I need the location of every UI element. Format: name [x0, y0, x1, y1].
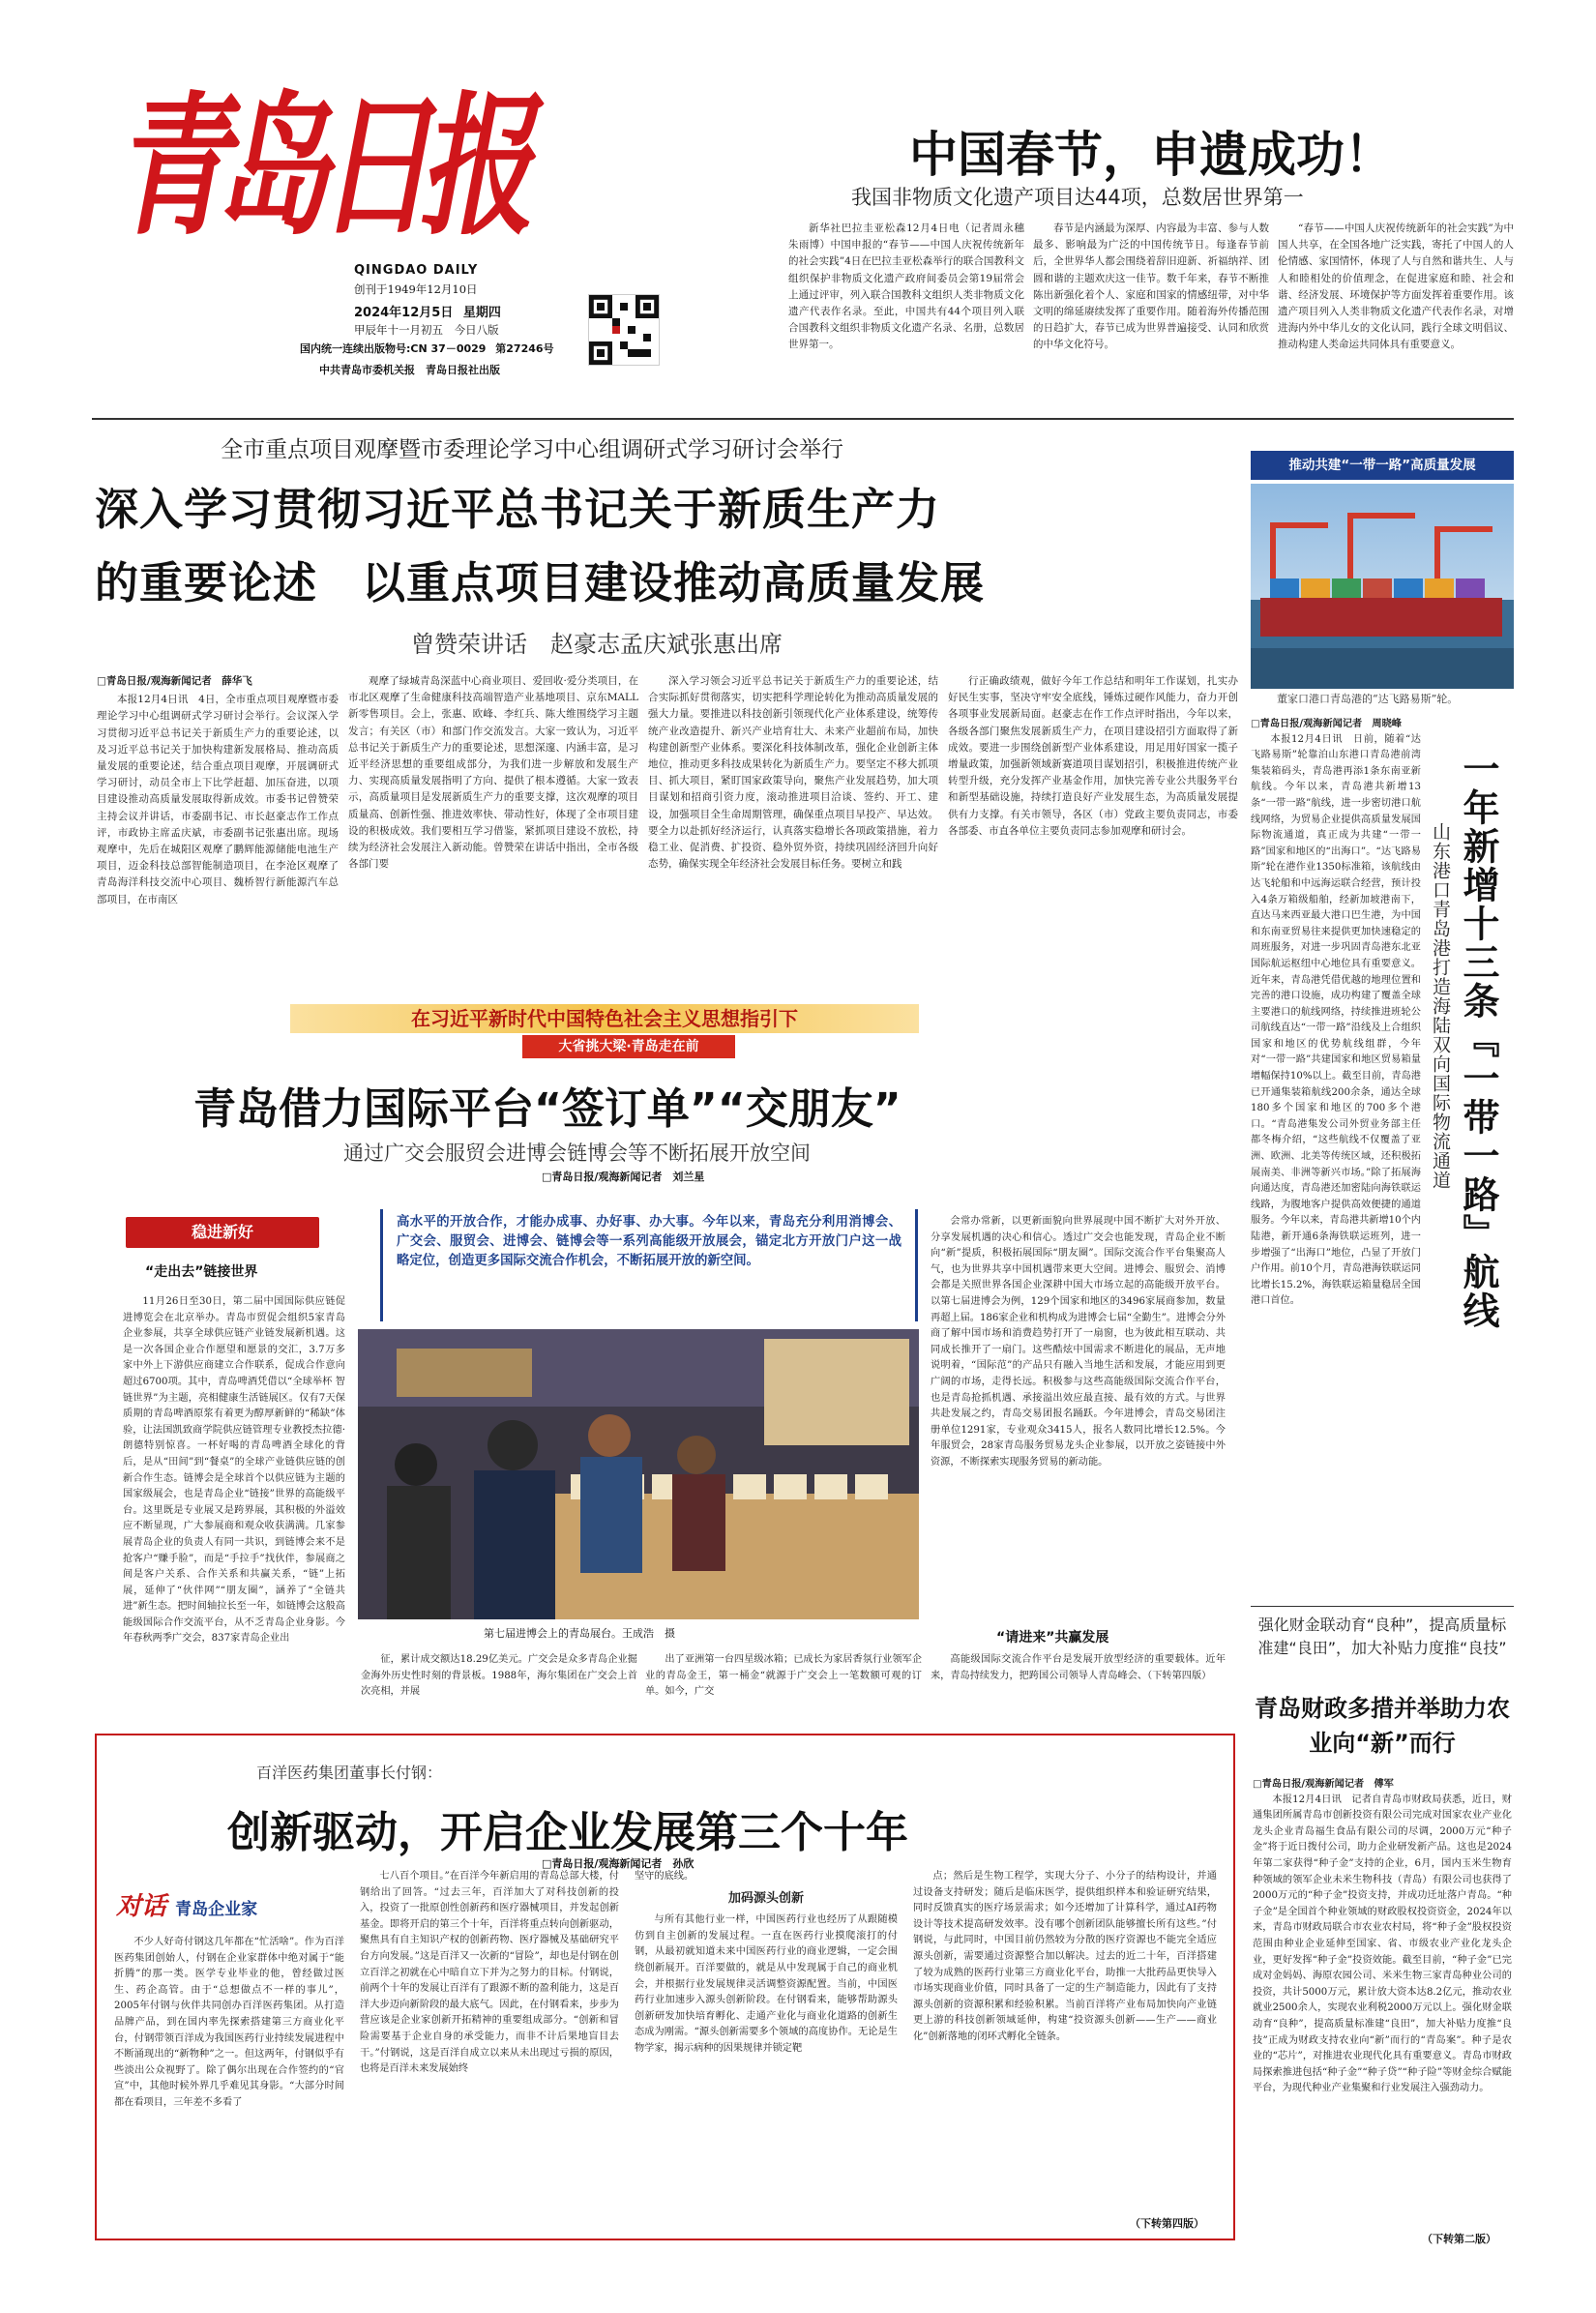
- finance-byline: □青岛日报/观海新闻记者 傅军: [1253, 1778, 1394, 1790]
- interview-col-2: [360, 1869, 619, 2229]
- interview-col-1: [114, 1935, 344, 2225]
- ideology-banner: [290, 1004, 919, 1033]
- finance-title[interactable]: 青岛财政多措并举助力农业向“新”而行: [1255, 1695, 1510, 1757]
- interview-col-2-text: 七八百个项目。”在百洋今年新启用的青岛总部大楼，付钢给出了回答。“过去三年，百洋加大了对科技创新的投入，投资了一批原创性创新药和医疗器械项目，并发起创新基金。即将开启的第三个十年，百洋将重点转向创新驱动，聚焦具有自主知识产权的创新药物、医疗器械及基础研究平台方向发展。”这是百洋又一次新的“冒险”，却也是付钢在创立百洋之初就在心中暗自立下并为之努力的目标。付钢说，前两个十年的发展让百洋有了跟源不断的盈利能力，这是百洋大步迈向新阶段的最大底气。因此，在付钢看来，步步为营应该是企业家创新开拓精神的重要组成部分。“创新和冒险需要基于企业自身的承受能力，而非不计后果地盲目去干。”付钢说，这是百洋自成立以来从未出现过亏损的原因，也将是百洋未来发展始终: [360, 1871, 619, 2075]
- dialogue-logo: [116, 1886, 329, 1925]
- guide-byline: □青岛日报/观海新闻记者 刘兰星: [542, 1171, 705, 1183]
- issue-date-line: [354, 302, 501, 320]
- top-story-col-3: [648, 673, 938, 968]
- top-story-col-2: [348, 673, 638, 968]
- issn-line: [300, 341, 554, 358]
- finance-intro: 强化财金联动育“良种”，提高质量标准建“良田”，加大补贴力度推“良技”: [1257, 1616, 1507, 1657]
- dialogue-logo-b: 青岛企业家: [175, 1900, 258, 1919]
- guide-bottom-col-1: [361, 1652, 637, 1716]
- steady-progress-tag: 稳进新好: [126, 1217, 319, 1248]
- guide-bottom-col-3: [931, 1652, 1226, 1716]
- lead-col-1: [788, 221, 1035, 383]
- top-story-col-1-text: 本报12月4日讯 4日，全市重点项目观摩暨市委理论学习中心组调研式学习研讨会举行。会议深入学习贯彻习近平总书记关于新质生产力的重要论述，以及习近平总书记关于加快构建新发展格局、推动高质量发展的重要论述，结合重点项目观摩，开展调研式学习研讨，动员全市上下比学赶超、加压奋进，以项目建设推动高质量发展取得新成效。市委书记曾赞荣主持会议并讲话，市委副书记、市长赵豪志作工作点评，市政协主席孟庆斌，市委副书记张惠出席。现场观摩中，先后在城阳区观摩了鹏辉能源储能电池生产项目，迈金科技总部智能制造项目，在李沧区观摩了青岛海洋科技交流中心项目、魏桥智行新能源汽车总部项目，在市南区: [97, 694, 339, 905]
- series-tag: 大省挑大梁·青岛走在前: [522, 1035, 735, 1058]
- english-name: QINGDAO DAILY: [354, 263, 479, 278]
- guide-callout-text: 高水平的开放合作，才能办成事、办好事、办大事。今年以来，青岛充分利用消博会、广交会、服贸会、进博会、链博会等一系列高能级开放展会，锚定北方开放门户这一战略定位，创造更多国际交流合作机会，不断拓展开放的新空间。: [397, 1215, 901, 1268]
- finance-body-text: 本报12月4日讯 记者自青岛市财政局获悉，近日，财通集团所属青岛市创新投资有限公司完成对国家农业产业化龙头企业青岛福生食品有限公司的尽调，2000万元“种子金”将于近日拨付公司，助力企业研发新产品。这也是2024年第二家获得“种子金”支持的企业，6月，国内玉米生物育种领域的领军企业未米生物科技（青岛）有限公司也获得了2000万元的“种子金”投资支持，并成功迁址落户青岛。“种子金”是全国首个种业领域的财政股权投资资金，2024年以来，青岛市财政局联合市农业农村局，将“种子金”股权投资范围由种业企业延伸至国家、省、市级农业产业化龙头企业，更好发挥“种子金”投资效能。截至目前，“种子金”已完成对金妈妈、海原农园公司、米米生物三家青岛种业公司的投资，共计5000万元，累计放大资本达8.2亿元，推动农业就业2500余人，实现农业利税2000万元以上。强化财金联动育“良种”，提高质量标准建“良田”，加大补贴力度推“良技”正成为财政支持农业向“新”而行的“青岛案”。种子是农业的“芯片”，对推进农业现代化具有重要意义。青岛市财政局探索推进包括“种子金”“种子贷”“种子险”等财金综合赋能平台，为现代种业产业集聚和行业发展注入强劲动力。: [1253, 1794, 1512, 2094]
- interview-title[interactable]: 创新驱动，开启企业发展第三个十年: [227, 1808, 908, 1857]
- lead-col-1-text: 新华社巴拉圭亚松森12月4日电（记者周永穗 朱雨博）中国申报的“春节——中国人庆祝传统新年的社会实践”4日在巴拉圭亚松森举行的联合国教科文组织保护非物质文化遗产政府间委员会第19届常会上通过评审，列入联合国教科文组织人类非物质文化遗产代表作名录。至此，中国共有44个项目列入联合国教科文组织非物质文化遗产名录、名册，总数居世界第一。: [788, 222, 1035, 351]
- page-count: 今日八版: [454, 323, 499, 337]
- interview-col-3b-text: 与所有其他行业一样，中国医药行业也经历了从跟随模仿到自主创新的发展过程。一直在医药行业摸爬滚打的付钢，从最初就知道未来中国医药行业的商业逻辑，一定会围绕创新展开。百洋要做的，就是从中发现属于自己的商业机会，并根据行业发展规律灵活调整资源配置。当前，中国医药行业加速步入源头创新阶段。在付钢看来，能够帮助源头创新研发加快培育孵化、走通产业化与商业化道路的创新生态成为刚需。“源头创新需要多个领域的高度协作。无论是生物学家，揭示病种的因果规律并锁定靶: [635, 1914, 898, 2054]
- issue-number: 第27246号: [495, 342, 554, 355]
- finance-divider: [1251, 1606, 1514, 1607]
- top-story-title-line1[interactable]: 深入学习贯彻习近平总书记关于新质生产力: [95, 484, 941, 535]
- lead-col-3: [1278, 221, 1514, 383]
- guide-right-col: [931, 1214, 1226, 1616]
- interview-col-4-text: 点；然后是生物工程学，实现大分子、小分子的结构设计，并通过设备支持研发；随后是临床医学，提供组织样本和验证研究结果，同时反馈真实的医疗场景需求；如今还增加了计算科学，通过AI药物设计等技术提高研发效率。没有哪个创新团队能够擅长所有这些。”付钢说，与此同时，中国目前仍然较为分散的医疗资源也不能完全适应源头创新，需要通过资源整合加以解决。过去的近二十年，百洋搭建了较为成熟的医药行业第三方商业化平台，助推一大批药品更快导入市场实现商业价值，同时具备了一定的生产制造能力，因此有了支持源头创新的资源积累和经验积累。当前百洋将产业布局加快向产业链更上游的科技创新领域延伸，构建“投资源头创新——生产——商业化”创新落地的闭环式孵化全链条。: [913, 1871, 1217, 2042]
- top-story-kicker: 全市重点项目观摩暨市委理论学习中心组调研式学习研讨会举行: [221, 437, 843, 462]
- qingdao-daily-calligraphy-logo: [114, 60, 545, 256]
- guide-subhead-going-out: “走出去”链接世界: [145, 1264, 258, 1280]
- logo-glyphs: 青岛日报: [114, 77, 545, 256]
- ideology-banner-text: 在习近平新时代中国特色社会主义思想指引下: [411, 1007, 798, 1030]
- belt-road-section-tag: [1251, 451, 1514, 480]
- interview-subhead: 加码源头创新: [727, 1890, 804, 1906]
- container-ship-illustration: [1251, 484, 1514, 689]
- lead-subtitle: 我国非物质文化遗产项目达44项，总数居世界第一: [851, 186, 1304, 209]
- guide-bottom-col-2: [645, 1652, 922, 1716]
- lead-col-2: [1033, 221, 1269, 383]
- top-story-col-3-text: 深入学习领会习近平总书记关于新质生产力的重要论述，结合实际抓好贯彻落实，切实把科学理论转化为推动高质量发展的强大力量。要推进以科技创新引领现代化产业体系建设，统筹传统产业改造提升、新兴产业培育壮大、未来产业超前布局，加快构建创新型产业体系。要深化科技体制改革，强化企业创新主体地位，推动更多科技成果转化为新质生产力。要坚定不移大抓项目、抓大项目，紧盯国家政策导向，聚焦产业发展趋势，加大项目谋划和招商引资力度，滚动推进项目洽谈、签约、开工、建设，加强项目全生命周期管理，确保重点项目早投产、早达效。要全力以赴抓好经济运行，认真落实稳增长各项政策措施，着力稳工业、促消费、扩投资、稳外贸外资，持续巩固经济回升向好态势，确保实现全年经济社会发展目标任务。要树立和践: [648, 675, 938, 871]
- interview-col-3a-text: 坚守的底线。: [635, 1871, 695, 1882]
- belt-road-byline: □青岛日报/观海新闻记者 周晓峰: [1251, 718, 1402, 729]
- publisher: 中共青岛市委机关报 青岛日报社出版: [319, 364, 500, 376]
- lunar-line: [354, 321, 499, 339]
- guide-subhead-bring-in: “请进来”共赢发展: [996, 1630, 1109, 1646]
- top-story-col-4: [948, 673, 1238, 968]
- guide-bottom-col-2-text: 出了亚洲第一台四星级冰箱；已成长为家居香氛行业领军企业的青岛金王，第一桶金“就源于广交会上一笔数额可观的订单。如今，广交: [645, 1654, 922, 1698]
- top-story-col-1: [97, 673, 339, 968]
- top-story-subtitle: 曾赞荣讲话 赵豪志孟庆斌张惠出席: [411, 631, 783, 658]
- guide-right-col-text: 会常办常新，以更新面貌向世界展现中国不断扩大对外开放、分享发展机遇的决心和信心。透过广交会也能发现，青岛企业不断向“新”提质，积极拓展国际“朋友圈”。国际交流合作平台集聚高人气，也为世界共享中国机遇带来更大空间。进博会、服贸会、消博会都是关照世界各国企业深耕中国大市场立起的高能级开放平台。以第七届进博会为例，129个国家和地区的3496家展商参加，数量再超上届。186家企业和机构成为进博会七届“全勤生”。进博会分外商了解中国市场和消费趋势打开了一扇窗，也为彼此相互联动、共同成长推开了一扇门。这些酷炫中国需求不断进化的展品，无声地说明着，“国际范”的产品只有融入当地生活和发展，才能应用到更广阔的市场，走得长远。积极参与这些高能级国际交流合作平台，也是青岛抢抓机遇、承接溢出效应最直接、最有效的方式。与世界共赴发展之约，青岛交易团报名踊跃。今年进博会，青岛交易团注册单位1291家，专业观众3415人，报名人数同比增长12.5%。今年服贸会，28家青岛服务贸易龙头企业参展，以开放之姿链接中外资源，不断探索实现服务贸易的新动能。: [931, 1216, 1226, 1468]
- guide-left-col: [123, 1294, 345, 1710]
- top-story-col-4-text: 行正确政绩观，做好今年工作总结和明年工作谋划，扎实办好民生实事，坚决守牢安全底线，锤炼过硬作风能力，奋力开创各项事业发展新局面。赵豪志在作工作点评时指出，今年以来，各级各部门聚焦发展新质生产力，在项目建设招引方面取得了新成效。要进一步围绕创新型产业体系建设，用足用好国家一揽子增量政策，加强新领域新赛道项目谋划招引，积极推进传统产业转型升级，充分发挥产业基金作用，加快完善专业公共服务平台和新型基础设施，持续打造良好产业发展生态，为高质量发展提供有力支撑。有关市领导，各区（市）党政主要负责同志，市委各部委、市直各单位主要负责同志参加观摩和研讨会。: [948, 675, 1238, 837]
- guide-left-col-text: 11月26日至30日，第二届中国国际供应链促进博览会在北京举办。青岛市贸促会组织5家青岛企业参展，共享全球供应链产业链发展新机遇。这是一次各国企业合作愿望和愿景的交汇，3.7万多家中外上下游供应商建立合作联系，促成合作意向超过6700项。其中，青岛啤酒凭借以“全球举杯 智链世界”为主题，亮相健康生活链展区。仅有7天保质期的青岛啤酒原浆有着更为醇厚新鲜的“稀缺”体验，让法国凯致商学院供应链管理专业教授杰拉德·朗德特别惊喜。一杯好喝的青岛啤酒全球化的背后，是从“田间”到“餐桌”的全球产业链供应链的创新合作生态。链博会是全球首个以供应链为主题的国家级展会，也是青岛企业“链接”世界的高能级平台。这里既是专业展又是跨界展，其积极的外溢效应不断显现，广大参展商和观众收获满满。几家参展青岛企业的负责人有同一共识，到链博会来不是抢客户“赚手脸”，而是“手拉手”找伙伴，参展商之间是客户关系、合作关系和共赢关系，“链”上拓展，延伸了“伙伴网”“朋友圈”，涵养了“全链共进”新生态。把时间轴拉长至一年，如链博会这般高能级国际合作交流平台，从不乏青岛企业身影。今年春秋两季广交会，837家青岛企业出: [123, 1296, 345, 1645]
- interview-jump[interactable]: （下转第四版）: [1130, 2217, 1204, 2230]
- guide-bottom-col-1-text: 征，累计成交额达18.29亿美元。广交会是众多青岛企业掘金海外历史性时刻的背景板。1988年，海尔集团在广交会上首次亮相，并展: [361, 1654, 637, 1698]
- finance-body: [1253, 1776, 1512, 2231]
- finance-jump[interactable]: （下转第二版）: [1422, 2233, 1496, 2245]
- top-story-title-line2[interactable]: 的重要论述 以重点项目建设推动高质量发展: [95, 557, 986, 608]
- interview-col-3: [635, 1869, 898, 2229]
- interview-col-4: [913, 1869, 1217, 2213]
- expo-photo-caption: 第七届进博会上的青岛展台。王成浩 摄: [484, 1627, 675, 1640]
- guide-subtitle: 通过广交会服贸会进博会链博会等不断拓展开放空间: [343, 1142, 811, 1165]
- issue-date: 2024年12月5日: [354, 306, 454, 320]
- founded-date: 创刊于1949年12月10日: [354, 282, 478, 296]
- lunar-date: 甲辰年十一月初五: [354, 323, 443, 337]
- interview-kicker: 百洋医药集团董事长付钢：: [256, 1764, 443, 1782]
- masthead-divider: [92, 418, 1514, 420]
- qr-pattern: [589, 295, 659, 365]
- weekday: 星期四: [462, 306, 501, 320]
- interview-col-1-text: 不少人好奇付钢这几年都在“忙活啥”。作为百洋医药集团创始人，付钢在企业家群体中绝对属于“能折腾”的那一类。医学专业毕业的他，曾经做过医生、药企高管。由于“总想做点不一样的事儿”，2005年付钢与伙伴共同创办百洋医药集团。从打造品牌产品，到在国内率先探索搭建第三方商业化平台，付钢带领百洋成为我国医药行业持续发展进程中不断涌现出的“新物种”之一。但这两年，付钢似乎有些淡出公众视野了。除了偶尔出现在合作签约的“官宣”中，其他时候外界几乎难见其身影。“大部分时间都在看项目，三年差不多看了: [114, 1937, 344, 2108]
- belt-road-vertical-title[interactable]: 一年新增十三条『一带一路』航线: [1457, 750, 1499, 1330]
- port-photo-caption: 董家口港口青岛港的“达飞路易斯”轮。: [1277, 693, 1459, 705]
- guide-bottom-col-3-text: 高能级国际交流合作平台是发展开放型经济的重要载体。近年来，青岛持续发力，把跨国公司领导人青岛峰会、（下转第四版）: [931, 1654, 1226, 1681]
- top-story-col-2-text: 观摩了绿城青岛深蓝中心商业项目、爱回收·爱分类项目，在市北区观摩了生命健康科技高端智造产业基地项目、京东MALL新零售项目。会上，张惠、欧峰、李红兵、陈大维围绕学习主题发言；有关区（市）和部门作交流发言。大家一致认为，习近平总书记关于新质生产力的重要论述，思想深邃、内涵丰富，是习近平经济思想的重要组成部分，为我们进一步解放和发展生产力、实现高质量发展指明了方向、提供了根本遵循。大家一致表示，高质量项目是发展新质生产力的重要支撑，这次观摩的项目质量高、创新性强、推进效率快、带动性好，体现了全市项目建设的积极成效。我们要相互学习借鉴，紧抓项目建设不放松，持续为经济社会发展注入新动能。曾赞荣在讲话中指出，全市各级各部门要: [348, 675, 638, 871]
- lead-col-2-text: 春节是内涵最为深厚、内容最为丰富、参与人数最多、影响最为广泛的中国传统节日。每逢春节前后，全世界华人都会围绕着辞旧迎新、祈福纳祥、团圆和谐的主题欢庆这一佳节。数千年来，春节不断推陈出新强化着个人、家庭和国家的情感纽带，对中华文明的绵延赓续发挥了重要作用。随着海外传播范围的日趋扩大，春节已成为世界普遍接受、认同和欣赏的中华文化符号。: [1033, 222, 1269, 351]
- issn: 国内统一连续出版物号:CN 37－0029: [300, 342, 487, 355]
- top-story-byline: □青岛日报/观海新闻记者 薛华飞: [97, 675, 252, 687]
- belt-road-vertical-subtitle: 山东港口青岛港打造海陆双向国际物流通道: [1430, 822, 1451, 1190]
- guide-title[interactable]: 青岛借力国际平台“签订单”“交朋友”: [193, 1084, 901, 1134]
- expo-booth-illustration: [358, 1329, 919, 1619]
- dialogue-logo-a: 对话: [116, 1892, 167, 1921]
- guide-callout-box: [380, 1209, 918, 1321]
- lead-headline[interactable]: 中国春节，申遗成功！: [909, 127, 1393, 183]
- belt-road-body: [1251, 716, 1421, 1598]
- lead-col-3-text: “春节——中国人庆祝传统新年的社会实践”为中国人共享，在全国各地广泛实践，寄托了中国人的人伦情感、家国情怀，体现了人与自然和谐共生、人与人和睦相处的价值理念，在促进家庭和睦、社会和谐、经济发展、环境保护等方面发挥着重要作用。该遗产项目列入人类非物质文化遗产代表作名录，对增进海内外中华儿女的文化认同，践行全球文明倡议、推动构建人类命运共同体具有重要意义。: [1278, 222, 1514, 351]
- interview-byline: □青岛日报/观海新闻记者 孙欣: [542, 1857, 695, 1870]
- qr-code-icon[interactable]: [588, 294, 660, 366]
- port-photo: [1251, 484, 1514, 689]
- belt-road-tag-text: 推动共建“一带一路”高质量发展: [1288, 458, 1476, 473]
- belt-road-body-text: 本报12月4日讯 日前，随着“达飞路易斯”轮靠泊山东港口青岛港前湾集装箱码头，青岛港再添1条东南亚新航线。今年以来，青岛港共新增13条“一带一路”航线，进一步密切港口航线网络，为贸易企业提供高质量发展国际物流通道，真正成为共建“一带一路”国家和地区的“出海口”。“达飞路易斯”轮在港作业1350标准箱，该航线由达飞轮船和中远海运联合经营，预计投入4条万箱级船舶，经新加坡港南下，直达马来西亚最大港口巴生港，为中国和东南亚贸易往来提供更加快速稳定的周班服务，对进一步巩固青岛港东北亚国际航运枢纽中心地位具有重要意义。近年来，青岛港凭借优越的地理位置和完善的港口设施，成功构建了覆盖全球主要港口的航线网络，持续推进班轮公司航线直达“一带一路”沿线及上合组织国家和地区的优势航线组群，今年对“一带一路”共建国家和地区贸易箱量增幅保持10%以上。截至目前，青岛港已开通集装箱航线200余条，通达全球180多个国家和地区的700多个港口。“青岛港集发公司外贸业务部主任都冬梅介绍，“这些航线不仅覆盖了亚洲、欧洲、北美等传统区域，还积极拓展南美、非洲等新兴市场。”除了拓展海向通达度，青岛港还加密陆向海铁联运线路，为腹地客户提供高效便捷的通道服务。今年以来，青岛港共新增10个内陆港，新开通6条海铁联运班列，进一步增强了“出海口”地位，凸显了开放门户作用。前10个月，青岛港海铁联运同比增长15.2%，海铁联运箱量稳居全国港口首位。: [1251, 733, 1421, 1307]
- expo-booth-photo: [358, 1329, 919, 1619]
